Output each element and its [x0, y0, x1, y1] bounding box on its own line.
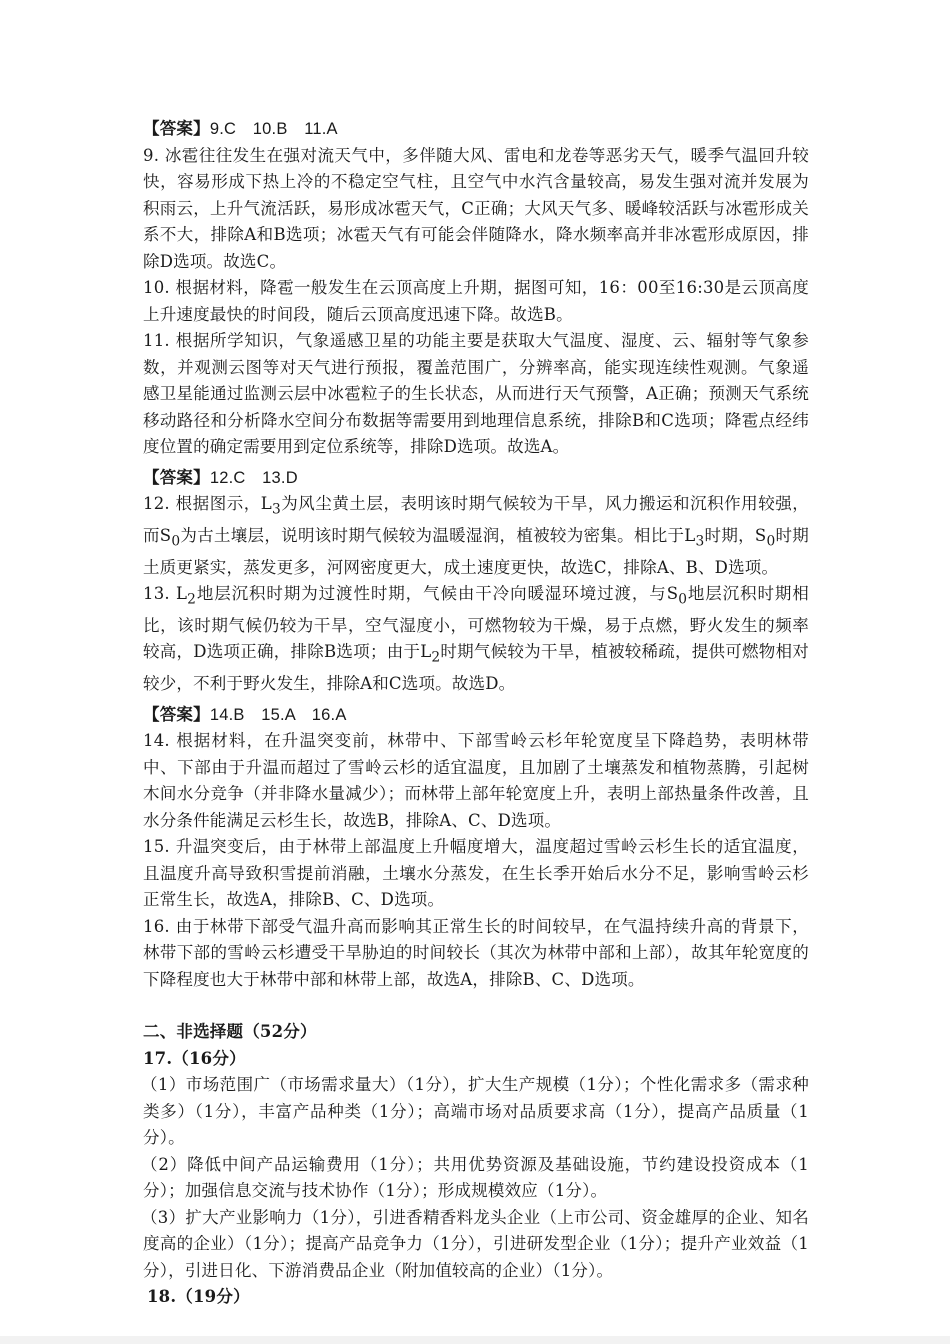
answer-label: 【答案】	[143, 467, 210, 487]
section-title: 二、非选择题（52分）	[143, 1022, 317, 1042]
explanation-q11: 11. 根据所学知识，气象遥感卫星的功能主要是获取大气温度、湿度、云、辐射等气象参数，并观测云图等对天气进行预报，覆盖范围广，分辨率高，能实现连续性观测。气象遥感卫星能通过监测云层中冰雹粒子的生长状态，从而进行天气预警，A正确；预测天气系统移动路径和分析降水空间分布数据等需要用到地理信息系统，排除B和C选项；降雹点经纬度位置的确定需要用到定位系统等，排除D选项。故选A。	[143, 331, 809, 456]
page-bottom-edge	[0, 1336, 950, 1344]
text-run: 13. L	[143, 584, 188, 604]
answer-line-12-13	[143, 465, 809, 492]
explanation-q12	[143, 491, 809, 581]
text-run: 12. 根据图示，L	[143, 494, 272, 513]
text-run: 时期土质更紧实，蒸发更多，河网密度更大，成土速度更快，故选C，排除A、B、D选项。	[143, 525, 809, 577]
q17-title: 17.（16分）	[143, 1048, 246, 1068]
answer-line-14-16	[143, 702, 809, 729]
subscript: 0	[678, 591, 688, 608]
text-run: 为古土壤层，说明该时期气候较为温暖湿润，植被较为密集。相比于L	[180, 525, 696, 545]
q17-part-1: （1）市场范围广（市场需求量大）（1分），扩大生产规模（1分）；个性化需求多（需求种类多）（1分），丰富产品种类（1分）；高端市场对品质要求高（1分），提高产品质量（1分）。	[141, 1075, 809, 1148]
answer-label: 【答案】	[143, 704, 210, 724]
answer-values: 9.C 10.B 11.A	[209, 120, 338, 138]
subscript: 0	[766, 533, 776, 550]
q17-part-3: （3）扩大产业影响力（1分），引进香精香料龙头企业（上市公司、资金雄厚的企业、知名度高的企业）（1分）；提高产品竞争力（1分），引进研发型企业（1分）；提升产业效益（1分），引进日化、下游消费品企业（附加值较高的企业）（1分）。	[141, 1207, 809, 1280]
q17-part-2: （2）降低中间产品运输费用（1分）；共用优势资源及基础设施，节约建设投资成本（1分）；加强信息交流与技术协作（1分）；形成规模效应（1分）。	[141, 1154, 809, 1201]
text-run: 时期气候较为干旱，植被较稀疏，提供可燃物相对较少，不利于野火发生，排除A和C选项。故选D。	[143, 642, 809, 694]
answer-values: 12.C 13.D	[209, 468, 298, 487]
subscript: 2	[187, 591, 197, 608]
answer-line-9-11	[143, 116, 809, 143]
q18-title: 18.（19分）	[147, 1287, 250, 1307]
answer-page	[143, 112, 809, 1311]
explanation-q10: 10. 根据材料，降雹一般发生在云顶高度上升期，据图可知，16：00至16:30是云顶高度上升速度最快的时间段，随后云顶高度迅速下降。故选B。	[143, 278, 809, 324]
explanation-q14: 14. 根据材料，在升温突变前，林带中、下部雪岭云杉年轮宽度呈下降趋势，表明林带中、下部由于升温而超过了雪岭云杉的适宜温度，且加剧了土壤蒸发和植物蒸腾，引起树木间水分竞争（并非降水量减少）；而林带上部年轮宽度上升，表明上部热量条件改善，且水分条件能满足云杉生长，故选B，排除A、C、D选项。	[143, 731, 809, 830]
explanation-q15: 15. 升温突变后，由于林带上部温度上升幅度增大，温度超过雪岭云杉生长的适宜温度，且温度升高导致积雪提前消融，土壤水分蒸发，在生长季开始后水分不足，影响雪岭云杉正常生长，故选A，排除B、C、D选项。	[143, 837, 809, 910]
answer-label: 【答案】	[143, 119, 210, 138]
text-run: 为风尘黄土层，表明该时期气候较为干旱，风力搬运和沉积作用较强，而S	[143, 494, 809, 545]
answer-values: 14.B 15.A 16.A	[209, 705, 347, 724]
explanation-q9: 9. 冰雹往往发生在强对流天气中，多伴随大风、雷电和龙卷等恶劣天气，暖季气温回升较快，容易形成下热上冷的不稳定空气柱，且空气中水汽含量较高，易发生强对流并发展为积雨云，上升气流活跃，易形成冰雹天气，C正确；大风天气多、暖峰较活跃与冰雹形成关系不大，排除A和B选项；冰雹天气有可能会伴随降水，降水频率高并非冰雹形成原因，排除D选项。故选C。	[143, 145, 809, 271]
subscript: 0	[171, 533, 181, 550]
text-run: 地层沉积时期为过渡性时期，气候由干冷向暖湿环境过渡，与S	[196, 584, 679, 604]
subscript: 2	[431, 649, 441, 666]
subscript: 3	[271, 501, 281, 518]
explanation-q16: 16. 由于林带下部受气温升高而影响其正常生长的时间较早，在气温持续升高的背景下，林带下部的雪岭云杉遭受干旱胁迫的时间较长（其次为林带中部和上部），故其年轮宽度的下降程度也大于林带中部和林带上部，故选A，排除B、C、D选项。	[143, 916, 809, 989]
explanation-q13	[143, 581, 809, 698]
text-run: 地层沉积时期相比，该时期气候仍较为干旱，空气湿度小，可燃物较为干燥，易于点燃，野火发生的频率较高，D选项正确，排除B选项；由于L	[143, 584, 809, 662]
subscript: 3	[695, 533, 705, 550]
text-run: 时期，S	[704, 525, 767, 545]
